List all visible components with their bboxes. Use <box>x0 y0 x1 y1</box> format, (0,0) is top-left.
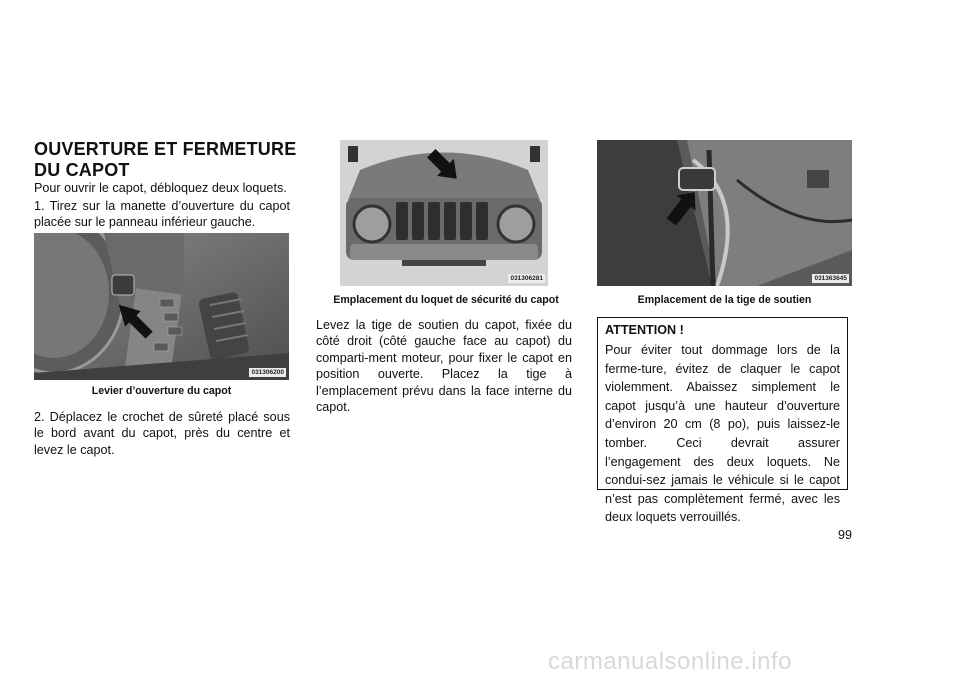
hood-release-lever-photo <box>34 233 289 380</box>
step2-text: 2. Déplacez le crochet de sûreté placé sous le bord avant du capot, près du centre et levez le capot. <box>34 410 290 457</box>
section-title-line2: DU CAPOT <box>34 160 130 180</box>
warning-text: Pour éviter tout dommage lors de la ferme-ture, évitez de claquer le capot violemment. Abaissez simplement le capot jusqu’à une hauteur d’ouverture d’environ 20 cm (8 po), puis laissez-le tomber. Ceci devrait assurer l’engagement des deux loquets. Ne condui-sez jamais le véhicule si le capot n’est pas complètement fermé, avec les deux loquets verrouillés. <box>605 343 840 525</box>
support-rod-text: Levez la tige de soutien du capot, fixée du côté droit (côté gauche face au capot) du comparti-ment moteur, pour fixer le capot en position ouverte. Placez la tige à l’emplacement prévu dans la face interne du capot. <box>316 318 572 415</box>
step1-text: 1. Tirez sur la manette d’ouverture du capot placée sur le panneau inférieur gauche. <box>34 199 290 230</box>
figure-code: 031306281 <box>510 275 543 282</box>
intro-text: Pour ouvrir le capot, débloquez deux loquets. <box>34 181 287 195</box>
warning-box <box>597 317 848 525</box>
figure2-caption: Emplacement du loquet de sécurité du capot <box>333 294 559 306</box>
warning-title: ATTENTION ! <box>605 323 684 337</box>
footer-watermark: carmanualsonline.info <box>548 648 792 675</box>
section-title-line1: OUVERTURE ET FERMETURE <box>34 139 297 159</box>
section-title <box>34 139 304 181</box>
figure3-caption: Emplacement de la tige de soutien <box>637 294 812 306</box>
figure-code: 031306200 <box>251 369 284 376</box>
figure1-caption: Levier d’ouverture du capot <box>91 385 232 397</box>
safety-latch-photo <box>340 140 548 286</box>
support-rod-photo <box>597 140 852 286</box>
figure-code: 031363645 <box>814 275 847 282</box>
page-number: 99 <box>837 528 852 542</box>
